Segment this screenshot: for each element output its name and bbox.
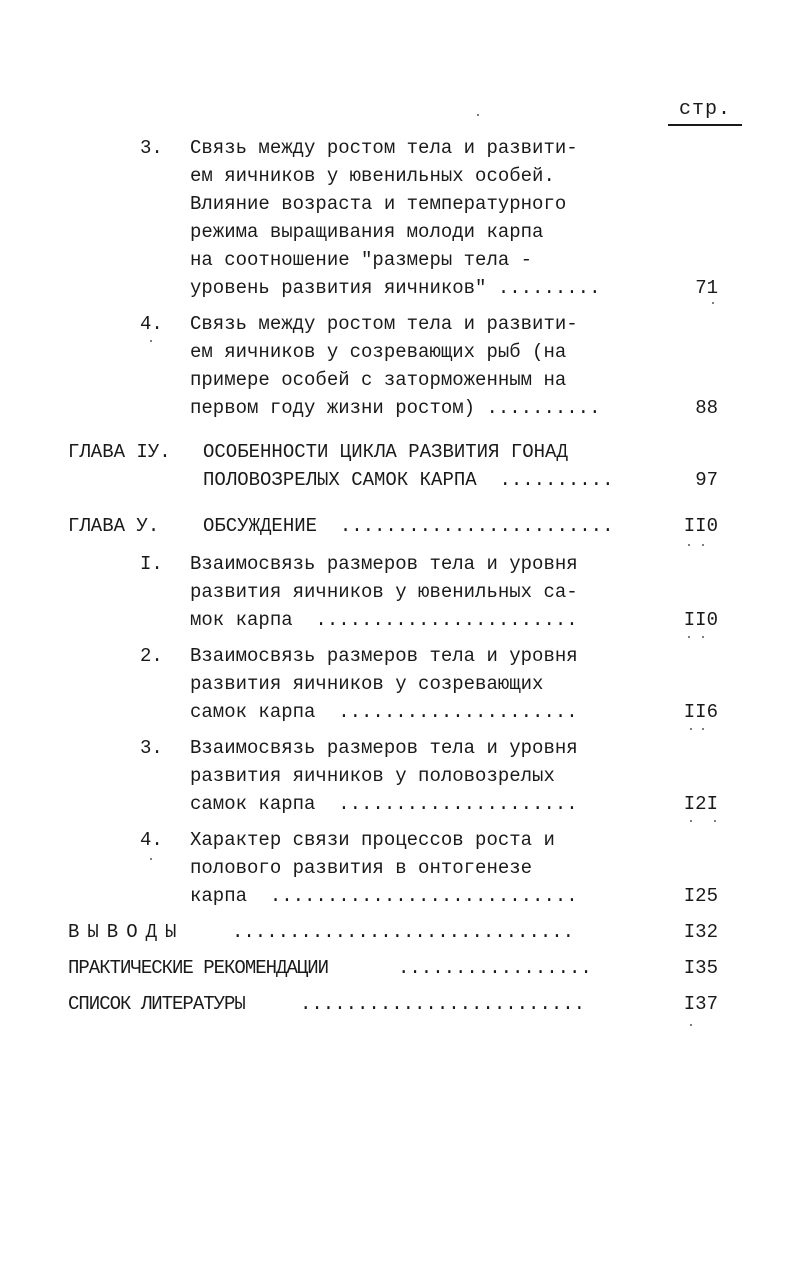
entry-number: 4. bbox=[140, 313, 163, 335]
entry-line: Взаимосвязь размеров тела и уровня bbox=[190, 553, 578, 575]
entry-number: 2. bbox=[140, 645, 163, 667]
scan-speck bbox=[690, 1024, 692, 1026]
page-column-header: стр. bbox=[668, 96, 742, 126]
scan-speck bbox=[702, 728, 704, 730]
final-entry-label: ПРАКТИЧЕСКИЕ РЕКОМЕНДАЦИИ bbox=[68, 957, 329, 979]
entry-page-number: II6 bbox=[683, 701, 718, 723]
scan-speck bbox=[690, 728, 692, 730]
entry-page-number: I37 bbox=[683, 993, 718, 1015]
final-entry-dots: .............................. bbox=[232, 921, 575, 943]
scan-speck bbox=[702, 636, 704, 638]
scan-speck bbox=[477, 114, 479, 116]
entry-page-number: II0 bbox=[683, 609, 718, 631]
entry-page-number: I2I bbox=[683, 793, 718, 815]
scan-speck bbox=[690, 820, 692, 822]
scan-speck bbox=[712, 302, 714, 304]
entry-number: 3. bbox=[140, 737, 163, 759]
scan-speck bbox=[688, 636, 690, 638]
entry-line: ем яичников у созревающих рыб (на bbox=[190, 341, 567, 363]
scan-speck bbox=[688, 544, 690, 546]
entry-line: самок карпа ..................... bbox=[190, 701, 578, 723]
entry-page-number: I32 bbox=[683, 921, 718, 943]
entry-line: карпа ........................... bbox=[190, 885, 578, 907]
entry-page-number: 71 bbox=[695, 277, 718, 299]
entry-line: Влияние возраста и температурного bbox=[190, 193, 567, 215]
entry-line: на соотношение "размеры тела - bbox=[190, 249, 533, 271]
entry-line: развития яичников у созревающих bbox=[190, 673, 544, 695]
entry-line: ем яичников у ювенильных особей. bbox=[190, 165, 555, 187]
entry-line: уровень развития яичников" ......... bbox=[190, 277, 601, 299]
entry-line: ОСОБЕННОСТИ ЦИКЛА РАЗВИТИЯ ГОНАД bbox=[203, 441, 568, 463]
entry-line: ОБСУЖДЕНИЕ ........................ bbox=[203, 515, 614, 537]
entry-line: первом году жизни ростом) .......... bbox=[190, 397, 601, 419]
entry-number: 3. bbox=[140, 137, 163, 159]
entry-line: режима выращивания молоди карпа bbox=[190, 221, 544, 243]
final-entry-label: ВЫВОДЫ bbox=[68, 921, 185, 943]
entry-page-number: II0 bbox=[683, 515, 718, 537]
entry-page-number: I35 bbox=[683, 957, 718, 979]
entry-line: полового развития в онтогенезе bbox=[190, 857, 533, 879]
scan-speck bbox=[150, 858, 152, 860]
final-entry-dots: ................. bbox=[398, 957, 592, 979]
entry-line: Взаимосвязь размеров тела и уровня bbox=[190, 737, 578, 759]
entry-line: примере особей с заторможенным на bbox=[190, 369, 567, 391]
entry-number: I. bbox=[140, 553, 163, 575]
entry-page-number: I25 bbox=[683, 885, 718, 907]
entry-line: Взаимосвязь размеров тела и уровня bbox=[190, 645, 578, 667]
entry-line: самок карпа ..................... bbox=[190, 793, 578, 815]
scan-speck bbox=[714, 820, 716, 822]
entry-line: Связь между ростом тела и развити- bbox=[190, 313, 578, 335]
entry-page-number: 97 bbox=[695, 469, 718, 491]
entry-line: ПОЛОВОЗРЕЛЫХ САМОК КАРПА .......... bbox=[203, 469, 614, 491]
final-entry-dots: ......................... bbox=[300, 993, 586, 1015]
entry-line: мок карпа ....................... bbox=[190, 609, 578, 631]
chapter-number: ГЛАВА У. bbox=[68, 515, 160, 537]
entry-line: Связь между ростом тела и развити- bbox=[190, 137, 578, 159]
final-entry-label: СПИСОК ЛИТЕРАТУРЫ bbox=[68, 993, 245, 1015]
entry-number: 4. bbox=[140, 829, 163, 851]
chapter-number: ГЛАВА IУ. bbox=[68, 441, 171, 463]
entry-line: развития яичников у ювенильных са- bbox=[190, 581, 578, 603]
scan-speck bbox=[702, 544, 704, 546]
entry-line: развития яичников у половозрелых bbox=[190, 765, 555, 787]
entry-page-number: 88 bbox=[695, 397, 718, 419]
entry-line: Характер связи процессов роста и bbox=[190, 829, 555, 851]
scan-speck bbox=[150, 340, 152, 342]
